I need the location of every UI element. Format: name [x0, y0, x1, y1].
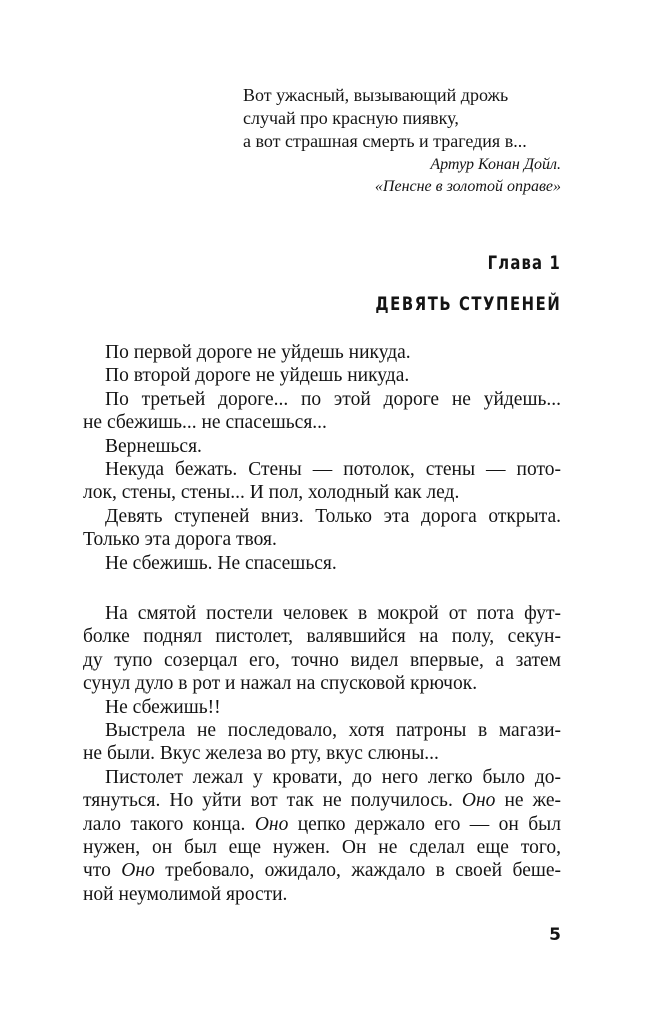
text-block-dream: [83, 341, 561, 575]
epigraph-line: а вот страшная смерть и трагедия в...: [243, 131, 527, 151]
text-line: лок, стены, стены... И пол, холодный как лед.: [83, 482, 460, 504]
epigraph-work: «Пенсне в золотой оправе»: [374, 178, 561, 195]
text-line: не сбежишь... не спасешься...: [83, 412, 327, 434]
text-line: Не сбежишь!!: [105, 696, 221, 718]
text-segment: что: [83, 860, 111, 882]
text-line: сунул дуло в рот и нажал на спусковой крючок.: [83, 673, 478, 695]
emphasis-word: Оно: [254, 813, 289, 835]
text-line: ду тупо созерцал его, точно видел впервые, а затем: [83, 649, 561, 671]
chapter-title: ДЕВЯТЬ СТУПЕНЕЙ: [375, 293, 561, 315]
text-line: не были. Вкус железа во рту, вкус слюны...: [83, 743, 439, 765]
text-line: Вернешься.: [105, 435, 202, 457]
text-segment: требовало, ожидало, жаждало в своей беше-: [165, 860, 562, 882]
epigraph-author: Артур Конан Дойл.: [430, 156, 561, 173]
text-line: По первой дороге не уйдешь никуда.: [105, 342, 411, 363]
text-line: [83, 789, 561, 812]
text-line: Некуда бежать. Стены — потолок, стены — пото-: [105, 458, 561, 480]
text-line: [83, 859, 561, 882]
text-line: Только эта дорога твоя.: [83, 529, 277, 551]
text-line: Выстрела не последовало, хотя патроны в магази-: [105, 719, 561, 741]
emphasis-word: Оно: [121, 860, 155, 882]
text-line: нужен, он был еще нужен. Он не сделал еще того,: [83, 836, 561, 858]
text-line: Пистолет лежал у кровати, до него легко было до-: [105, 766, 561, 788]
text-line: По третьей дороге... по этой дороге не уйдешь...: [105, 388, 561, 410]
text-segment: лало такого конца.: [83, 813, 246, 835]
text-segment: цепко держало его — он был: [297, 813, 561, 835]
chapter-number: Глава 1: [487, 252, 561, 274]
epigraph: [243, 84, 561, 198]
text-segment: не же-: [504, 790, 562, 812]
page-number: 5: [549, 925, 561, 945]
text-line: Девять ступеней вниз. Только эта дорога открыта.: [105, 505, 561, 527]
epigraph-line: Вот ужасный, вызывающий дрожь: [243, 85, 509, 105]
text-block-pistol: [83, 602, 561, 906]
text-line: По второй дороге не уйдешь никуда.: [105, 365, 410, 387]
text-segment: тянуться. Но уйти вот так не получилось.: [83, 790, 453, 812]
epigraph-line: случай про красную пиявку,: [243, 108, 459, 128]
emphasis-word: Оно: [461, 790, 496, 812]
text-line: На смятой постели человек в мокрой от пота фут-: [105, 603, 561, 624]
text-line: Не сбежишь. Не спасешься.: [105, 552, 337, 574]
text-line: [83, 813, 561, 836]
text-line: ной неумолимой ярости.: [83, 883, 288, 905]
text-line: болке поднял пистолет, валявшийся на полу, секун-: [83, 626, 561, 648]
